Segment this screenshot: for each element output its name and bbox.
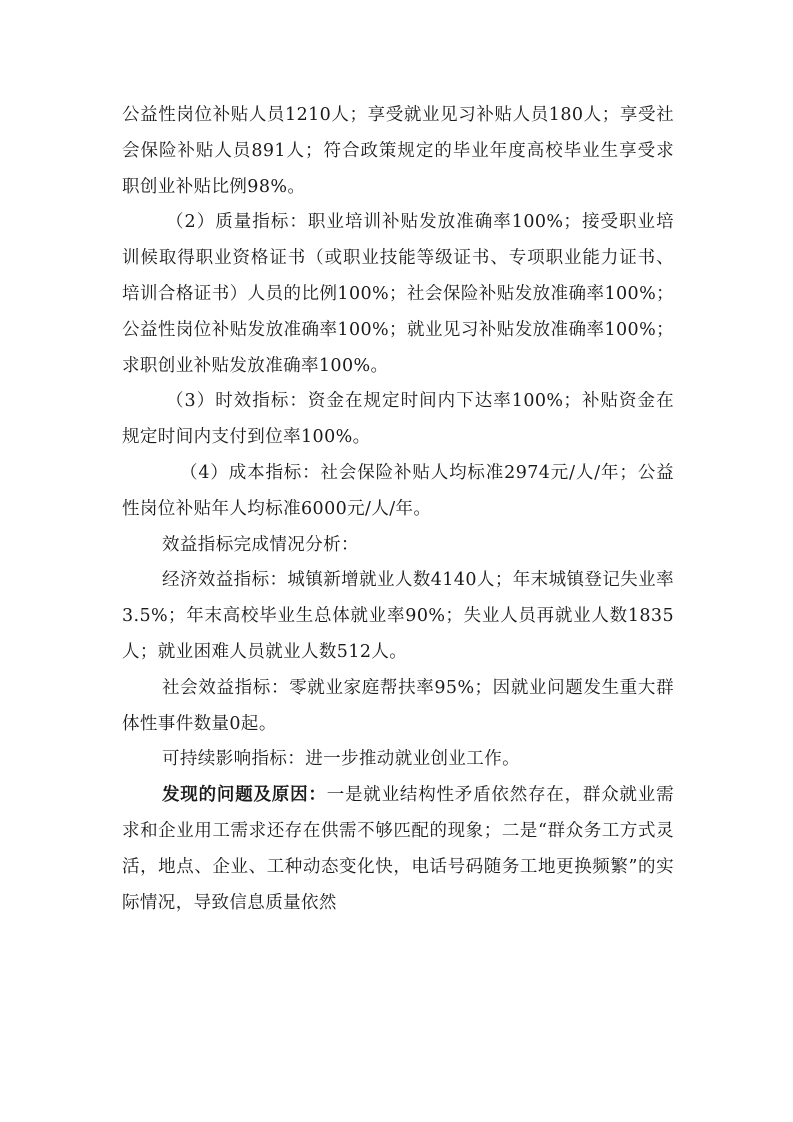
document-page: [122, 98, 674, 921]
paragraph-economic-benefit: 经济效益指标：城镇新增就业人数4140人；年末城镇登记失业率3.5%；年末高校毕业生总体就业率90%；失业人员再就业人数1835人；就业困难人员就业人数512人。: [122, 570, 674, 662]
problems-body: 一是就业结构性矛盾依然存在，群众就业需求和企业用工需求还存在供需不够匹配的现象；二是“群众务工方式灵活，地点、企业、工种动态变化快，电话号码随务工地更换频繁”的实际情况，导致信息质量依然: [122, 785, 674, 913]
paragraph-quality-indicators: （2）质量指标：职业培训补贴发放准确率100%；接受职业培训候取得职业资格证书（或职业技能等级证书、专项职业能力证书、培训合格证书）人员的比例100%；社会保险补贴发放准确率100%；公益性岗位补贴发放准确率100%；就业见习补贴发放准确率100%；求职创业补贴发放准确率100%。: [122, 212, 674, 376]
paragraph-sustainability: 可持续影响指标：进一步推动就业创业工作。: [162, 749, 520, 770]
paragraph-cost-indicators: （4）成本指标：社会保险补贴人均标准2974元/人/年；公益性岗位补贴年人均标准6000元/人/年。: [122, 462, 674, 519]
problems-heading: 发现的问题及原因：: [162, 785, 327, 806]
paragraph-benefit-analysis-heading: 效益指标完成情况分析：: [162, 534, 359, 555]
paragraph-timeliness-indicators: （3）时效指标：资金在规定时间内下达率100%；补贴资金在规定时间内支付到位率100%。: [122, 391, 674, 448]
paragraph-1: 公益性岗位补贴人员1210人；享受就业见习补贴人员180人；享受社会保险补贴人员891人；符合政策规定的毕业年度高校毕业生享受求职创业补贴比例98%。: [122, 105, 674, 197]
paragraph-problems: [122, 778, 674, 921]
paragraph-social-benefit: 社会效益指标：零就业家庭帮扶率95%；因就业问题发生重大群体性事件数量0起。: [122, 677, 674, 734]
